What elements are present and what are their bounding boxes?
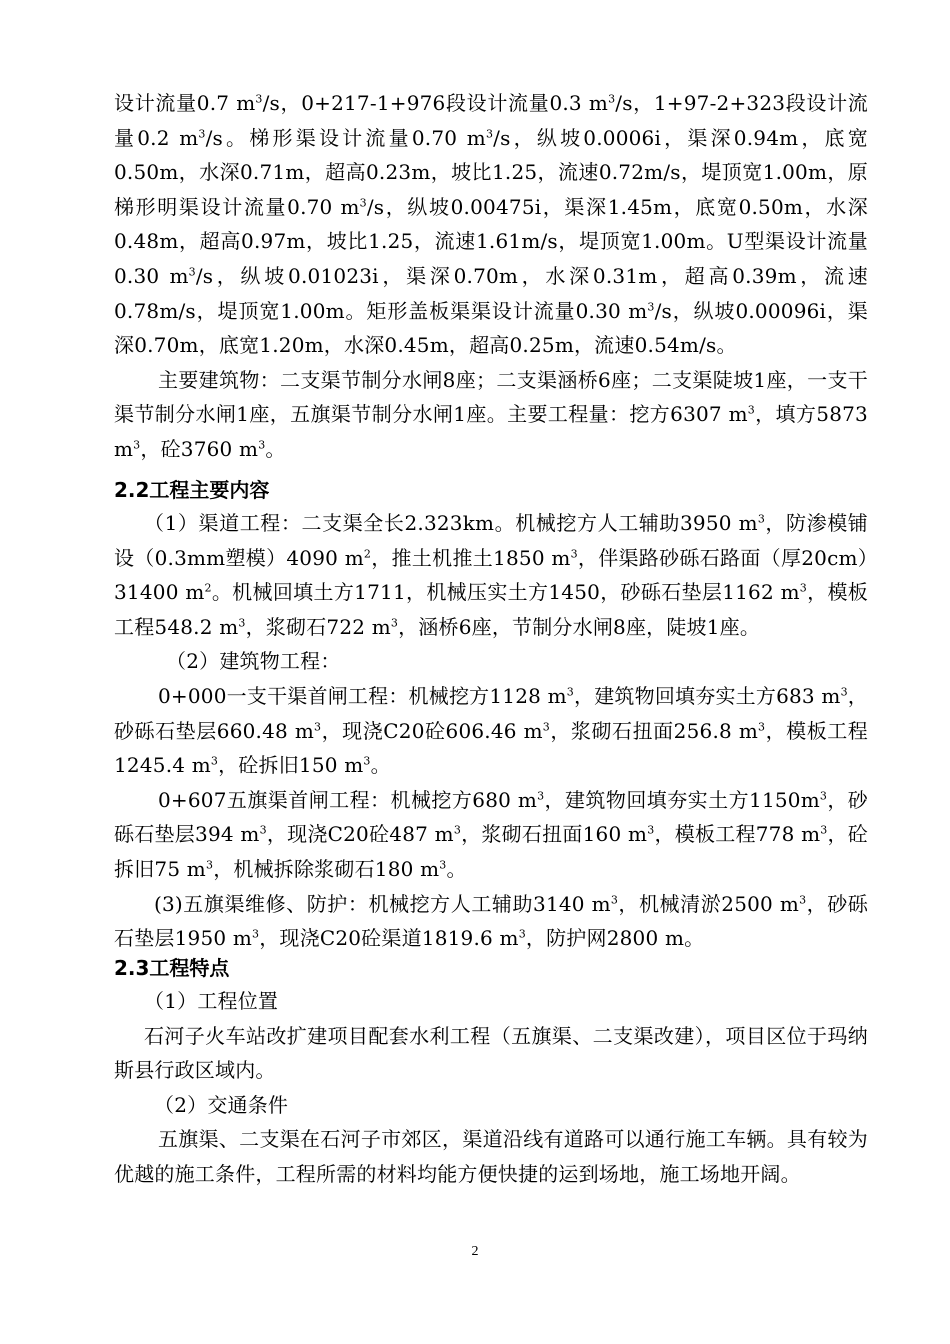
paragraph-wuqi-head-gate: 0+607五旗渠首闸工程：机械挖方680 $m^3$，建筑物回填夯实土方$1150m^3$，砂砾石垫层394 $m^3$，现浇C20砼487 $m^3$，浆砌石扭面160 $m^3$，模板工程778 $m^3$，砼拆旧75 $m^3$，机械拆除浆砌石180 $m^3$。 [114,787,868,881]
paragraph-branch-head-gate: 0+000一支干渠首闸工程：机械挖方1128 $m^3$，建筑物回填夯实土方683 $m^3$，砂砾石垫层660.48 $m^3$，现浇C20砼606.46 $m^3$，浆砌石扭面256.8 $m^3$，模板工程1245.4 $m^3$，砼拆旧150 $m^3$。 [114,683,869,778]
paragraph-traffic-conditions: 五旗渠、二支渠在石河子市郊区，渠道沿线有道路可以通行施工车辆。具有较为优越的施工条件，工程所需的材料均能方便快捷的运到场地，施工场地开阔。 [114,1127,868,1186]
section-heading-2-3: 2.3工程特点 [114,956,230,980]
paragraph-maintenance: (3)五旗渠维修、防护：机械挖方人工辅助3140 $m^3$，机械清淤2500 $m^3$，砂砾石垫层1950 $m^3$，现浇C20砼渠道1819.6 $m^3$，防护网2800 m。 [114,891,868,951]
paragraph-design-flow: 设计流量0.7 $m^3/s$，0+217-1+976段设计流量0.3 $m^3/s$，1+97-2+323段设计流量0.2 $m^3/s$。梯形渠设计流量0.70 $m^3/s$，纵坡0.0006i，渠深0.94m，底宽0.50m，水深0.71m，超高0.23m，坡比1.25，流速0.72m/s，堤顶宽1.00m，原梯形明渠设计流量0.70 $m^3/s$，纵坡0.00475i，渠深1.45m，底宽0.50m，水深0.48m，超高0.97m，坡比1.25，流速1.61m/s，堤顶宽1.00m。U型渠设计流量0.30 $m^3/s$，纵坡0.01023i，渠深0.70m，水深0.31m，超高0.39m，流速0.78m/s，堤顶宽1.00m。矩形盖板渠渠设计流量0.30 $m^3/s$，纵坡0.00096i，渠深0.70m，底宽1.20m，水深0.45m，超高0.25m，流速0.54m/s。 [114,91,869,358]
paragraph-main-buildings: 主要建筑物：二支渠节制分水闸8座；二支渠涵桥6座；二支渠陡坡1座，一支干渠节制分水闸1座，五旗渠节制分水闸1座。主要工程量：挖方6307 $m^3$，填方5873 $m^3$，砼3760 $m^3$。 [114,367,868,461]
paragraph-building-works: （2）建筑物工程： [166,649,341,674]
body-text-block-1 [114,86,868,467]
body-text-block-2 [114,506,868,956]
paragraph-project-location: 石河子火车站改扩建项目配套水利工程（五旗渠、二支渠改建），项目区位于玛纳斯县行政区域内。 [114,1023,868,1083]
page-number: 2 [471,1244,479,1259]
paragraph-project-location-title: （1）工程位置 [144,989,279,1013]
section-heading-2-2: 2.2工程主要内容 [114,478,270,502]
body-text-block-3 [114,984,868,1192]
paragraph-channel-works: （1）渠道工程：二支渠全长2.323km。机械挖方人工辅助3950 $m^3$，防渗模铺设（0.3mm塑模）4090 $m^2$，推土机推土1850 $m^3$，伴渠路砂砾石路面（厚20cm）31400 $m^2$。机械回填土方1711，机械压实土方1450，砂砾石垫层1162 $m^3$，模板工程548.2 $m^3$，浆砌石722 $m^3$，涵桥6座，节制分水闸8座，陡坡1座。 [114,511,868,639]
paragraph-traffic-title: （2）交通条件 [154,1092,289,1117]
